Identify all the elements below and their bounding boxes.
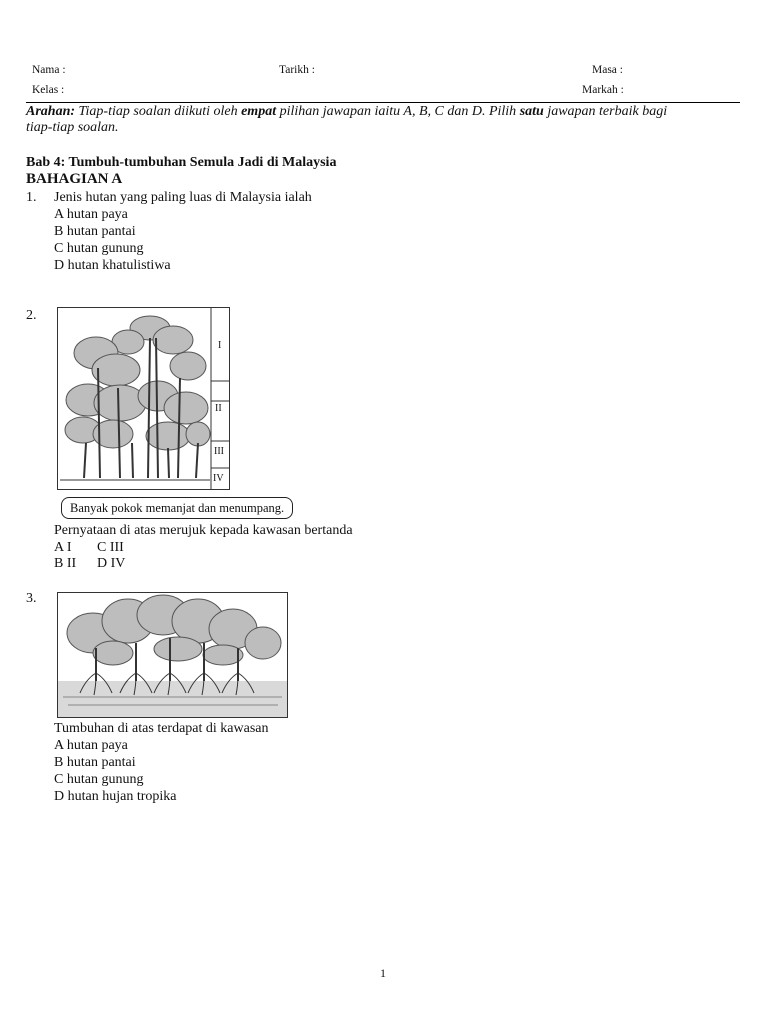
instructions: [26, 104, 746, 136]
tarikh-label: Tarikh :: [279, 64, 315, 76]
instructions-text-2: pilihan jawapan iaitu A, B, C dan D. Pilih: [276, 104, 520, 119]
instructions-label: Arahan:: [26, 104, 76, 119]
q1-option-d: D hutan khatulistiwa: [54, 258, 171, 273]
q3-number: 3.: [26, 591, 37, 606]
mangrove-illustration: [58, 593, 287, 717]
mangrove-figure: [57, 592, 288, 718]
chapter-title: Bab 4: Tumbuh-tumbuhan Semula Jadi di Malaysia: [26, 155, 337, 170]
instructions-text-1: Tiap-tiap soalan diikuti oleh: [75, 104, 242, 119]
instructions-satu: satu: [519, 104, 544, 119]
nama-label: Nama :: [32, 64, 66, 76]
layer-label-iv: IV: [213, 473, 224, 484]
rainforest-layers-figure: [57, 307, 230, 490]
q1-number: 1.: [26, 190, 37, 205]
masa-label: Masa :: [592, 64, 623, 76]
instructions-text-4: tiap-tiap soalan.: [26, 120, 119, 135]
q2-callout: Banyak pokok memanjat dan menumpang.: [61, 497, 293, 519]
q1-option-b: B hutan pantai: [54, 224, 136, 239]
q1-option-a: A hutan paya: [54, 207, 128, 222]
q3-option-a: A hutan paya: [54, 738, 128, 753]
instructions-empat: empat: [241, 104, 277, 119]
layer-label-iii: III: [214, 446, 224, 457]
kelas-label: Kelas :: [32, 84, 65, 96]
layer-label-i: I: [218, 340, 222, 351]
header-rule: [26, 102, 740, 103]
rainforest-illustration: [58, 308, 229, 489]
q3-option-c: C hutan gunung: [54, 772, 144, 787]
q2-number: 2.: [26, 308, 37, 323]
q3-option-b: B hutan pantai: [54, 755, 136, 770]
q2-option-c: C III: [97, 540, 124, 555]
section-title: BAHAGIAN A: [26, 171, 123, 187]
instructions-text-3: jawapan terbaik bagi: [543, 104, 668, 119]
q2-option-b: B II: [54, 556, 77, 571]
layer-label-ii: II: [215, 403, 222, 414]
q2-option-d: D IV: [97, 556, 126, 571]
q1-option-c: C hutan gunung: [54, 241, 144, 256]
markah-label: Markah :: [582, 84, 624, 96]
q3-option-d: D hutan hujan tropika: [54, 789, 177, 804]
page-number: 1: [380, 966, 386, 980]
q2-stem: Pernyataan di atas merujuk kepada kawasan bertanda: [54, 523, 353, 538]
q1-stem: Jenis hutan yang paling luas di Malaysia ialah: [54, 190, 312, 205]
q2-option-a: A I: [54, 540, 72, 555]
q3-stem: Tumbuhan di atas terdapat di kawasan: [54, 721, 269, 736]
